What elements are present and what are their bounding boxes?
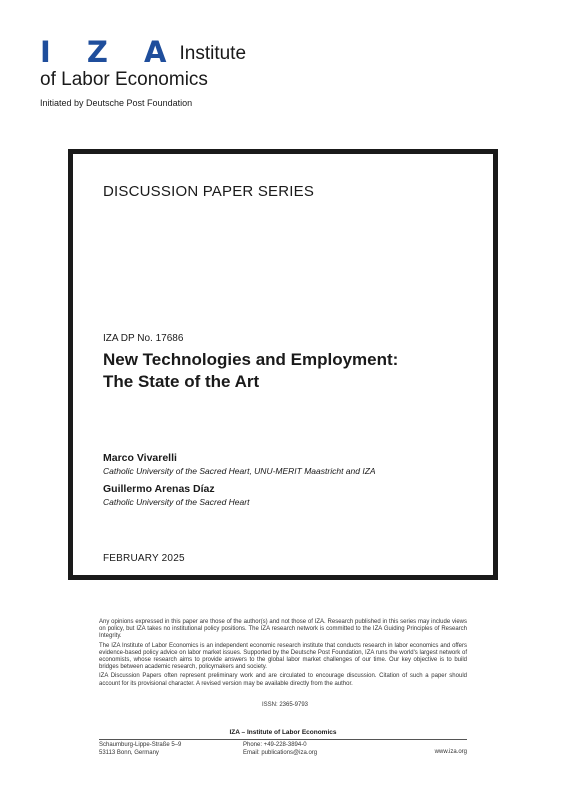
paper-number: IZA DP No. 17686 [103, 333, 184, 344]
author-affiliation: Catholic University of the Sacred Heart, UNU-MERIT Maastricht and IZA [103, 466, 376, 476]
disclaimer-paragraph: Any opinions expressed in this paper are those of the author(s) and not those of IZA. Research published in this series may include views on policy, but IZA takes no institutional policy positions. The IZA research network is committed to the IZA Guiding Principles of Research Integrity. [99, 619, 467, 640]
issn: ISSN: 2365-9793 [261, 702, 309, 708]
author-affiliation: Catholic University of the Sacred Heart [103, 497, 250, 507]
disclaimer-paragraph: The IZA Institute of Labor Economics is an independent economic research institute that conducts research in labor economics and offers evidence-based policy advice on labor market issues. Supported by the Deutsche Post Foundation, IZA runs the world's largest network of economists, whose research aims to provide answers to the global labor market challenges of our time. Our key objective is to build bridges between academic research, policymakers and society. [99, 642, 467, 671]
author-entry [103, 452, 483, 477]
footer-email: Email: publications@iza.org [243, 749, 318, 756]
iza-logo [40, 35, 247, 108]
disclaimer-text [99, 619, 467, 690]
paper-title-line1: New Technologies and Employment: [103, 350, 399, 369]
cover-frame [68, 149, 498, 580]
author-name: Marco Vivarelli [103, 452, 177, 464]
paper-title [103, 349, 463, 393]
footer-address-line: Schaumburg-Lippe-Straße 5–9 [99, 742, 182, 748]
paper-title-line2: The State of the Art [103, 372, 260, 391]
footer-contact [243, 742, 317, 757]
footer-title: IZA – Institute of Labor Economics [229, 729, 337, 736]
logo-word-institute: Institute [179, 43, 247, 64]
disclaimer-paragraph: IZA Discussion Papers often represent preliminary work and are circulated to encourage discussion. Citation of such a paper should account for its provisional character. A revised version may be available directly from the author. [99, 673, 467, 687]
logo-letters: I Z A [40, 35, 180, 69]
footer-address [99, 742, 181, 757]
author-entry [103, 483, 483, 508]
footer-website[interactable]: www.iza.org [434, 749, 467, 755]
author-list [103, 452, 483, 508]
author-name: Guillermo Arenas Díaz [103, 483, 215, 495]
footer-address-line: 53113 Bonn, Germany [99, 749, 159, 756]
logo-word-labor-economics: of Labor Economics [40, 69, 208, 90]
footer-phone: Phone: +49-228-3894-0 [243, 742, 307, 748]
series-label: DISCUSSION PAPER SERIES [103, 183, 315, 200]
footer-divider [99, 739, 467, 740]
publication-date: FEBRUARY 2025 [103, 553, 185, 564]
logo-tagline: Initiated by Deutsche Post Foundation [40, 98, 193, 108]
